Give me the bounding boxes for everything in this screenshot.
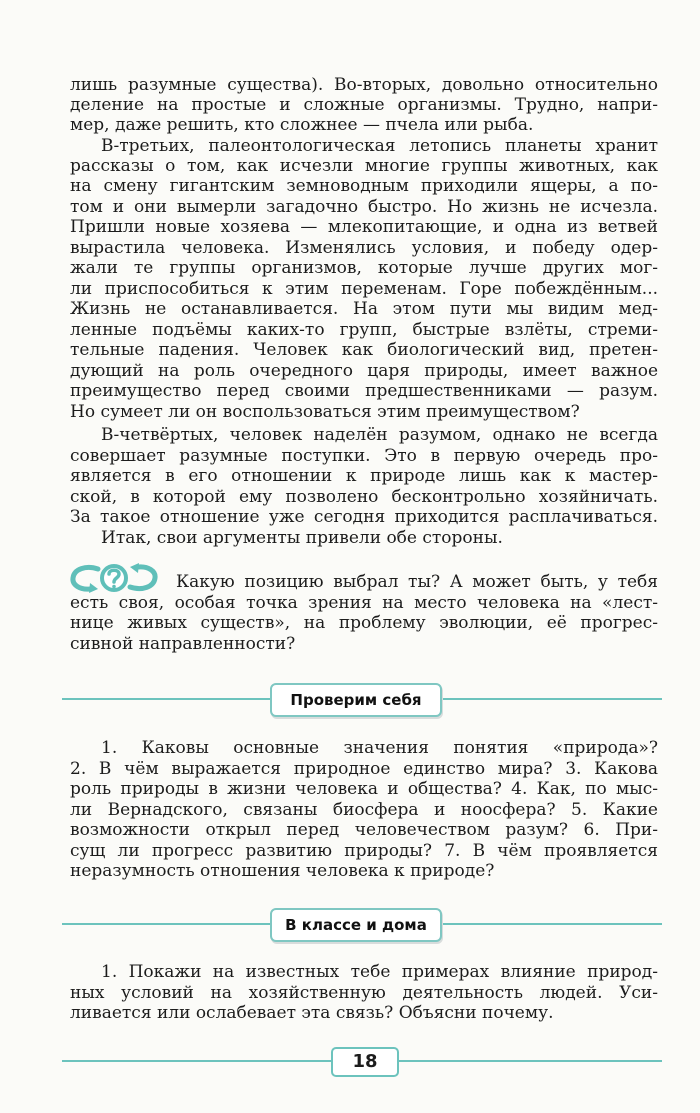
class-home-heading: В классе и дома — [270, 908, 442, 942]
text-line: ленные подъёмы каких-то групп, быстрые взлёты, стреми- — [70, 320, 658, 340]
question-line: сущ ли прогресс развитию природы? 7. В чём проявляется — [70, 841, 658, 861]
text-line: Пришли новые хозяева — млекопитающие, и одна из ветвей — [70, 217, 658, 237]
text-line: Какую позицию выбрал ты? А может быть, у тебя — [176, 572, 658, 592]
text-line: дующий на роль очередного царя природы, имеет важное — [70, 361, 658, 381]
text-line: В-четвёртых, человек наделён разумом, однако не всегда — [101, 425, 658, 445]
text-line: ли приспособиться к этим переменам. Горе побеждённым... — [70, 279, 658, 299]
text-line: на смену гигантским земноводным приходили ящеры, а по- — [70, 176, 658, 196]
question-line: роль природы в жизни человека и общества? 4. Как, по мыс- — [70, 779, 658, 799]
text-line: Но сумеет ли он воспользоваться этим преимуществом? — [70, 402, 580, 422]
text-line: тельные падения. Человек как биологический вид, претен- — [70, 340, 658, 360]
self-check-heading: Проверим себя — [270, 683, 442, 717]
text-line: рассказы о том, как исчезли многие группы животных, как — [70, 156, 658, 176]
text-line: сивной направленности? — [70, 634, 296, 654]
text-line: преимущество перед своими предшественниками — разум. — [70, 381, 658, 401]
text-line: есть своя, особая точка зрения на место человека на «лест- — [70, 593, 658, 613]
text-line: За такое отношение уже сегодня приходится расплачиваться. — [70, 507, 658, 527]
question-line: возможности открыл перед человечеством разум? 6. При- — [70, 820, 658, 840]
task-line: ных условий на хозяйственную деятельность людей. Уси- — [70, 983, 658, 1003]
question-line: 1. Каковы основные значения понятия «природа»? — [101, 738, 658, 758]
text-line: нице живых существ», на проблему эволюции, её прогрес- — [70, 613, 658, 633]
text-line: совершает разумные поступки. Это в первую очередь про- — [70, 446, 658, 466]
text-line: В-третьих, палеонтологическая летопись планеты хранит — [101, 136, 658, 156]
text-line: лишь разумные существа). Во-вторых, довольно относительно — [70, 75, 658, 95]
text-line: ской, в которой ему позволено бесконтрольно хозяйничать. — [70, 487, 658, 507]
text-line: Итак, свои аргументы привели обе стороны. — [101, 528, 503, 548]
text-line: мер, даже решить, кто сложнее — пчела или рыба. — [70, 115, 534, 135]
text-line: Жизнь не останавливается. На этом пути мы видим мед- — [70, 299, 658, 319]
task-line: 1. Покажи на известных тебе примерах влияние природ- — [101, 962, 658, 982]
text-line: жали те группы организмов, которые лучше других мог- — [70, 258, 658, 278]
page-number: 18 — [331, 1047, 399, 1077]
text-line: вырастила человека. Изменялись условия, и победу одер- — [70, 238, 658, 258]
task-line: ливается или ослабевает эта связь? Объясни почему. — [70, 1003, 554, 1023]
text-line: деление на простые и сложные организмы. Трудно, напри- — [70, 95, 658, 115]
question-line: неразумность отношения человека к природе? — [70, 861, 495, 881]
text-line: том и они вымерли загадочно быстро. Но жизнь не исчезла. — [70, 197, 658, 217]
question-line: 2. В чём выражается природное единство мира? 3. Какова — [70, 759, 658, 779]
text-line: является в его отношении к природе лишь как к мастер- — [70, 466, 658, 486]
question-line: ли Вернадского, связаны биосфера и ноосфера? 5. Какие — [70, 800, 658, 820]
